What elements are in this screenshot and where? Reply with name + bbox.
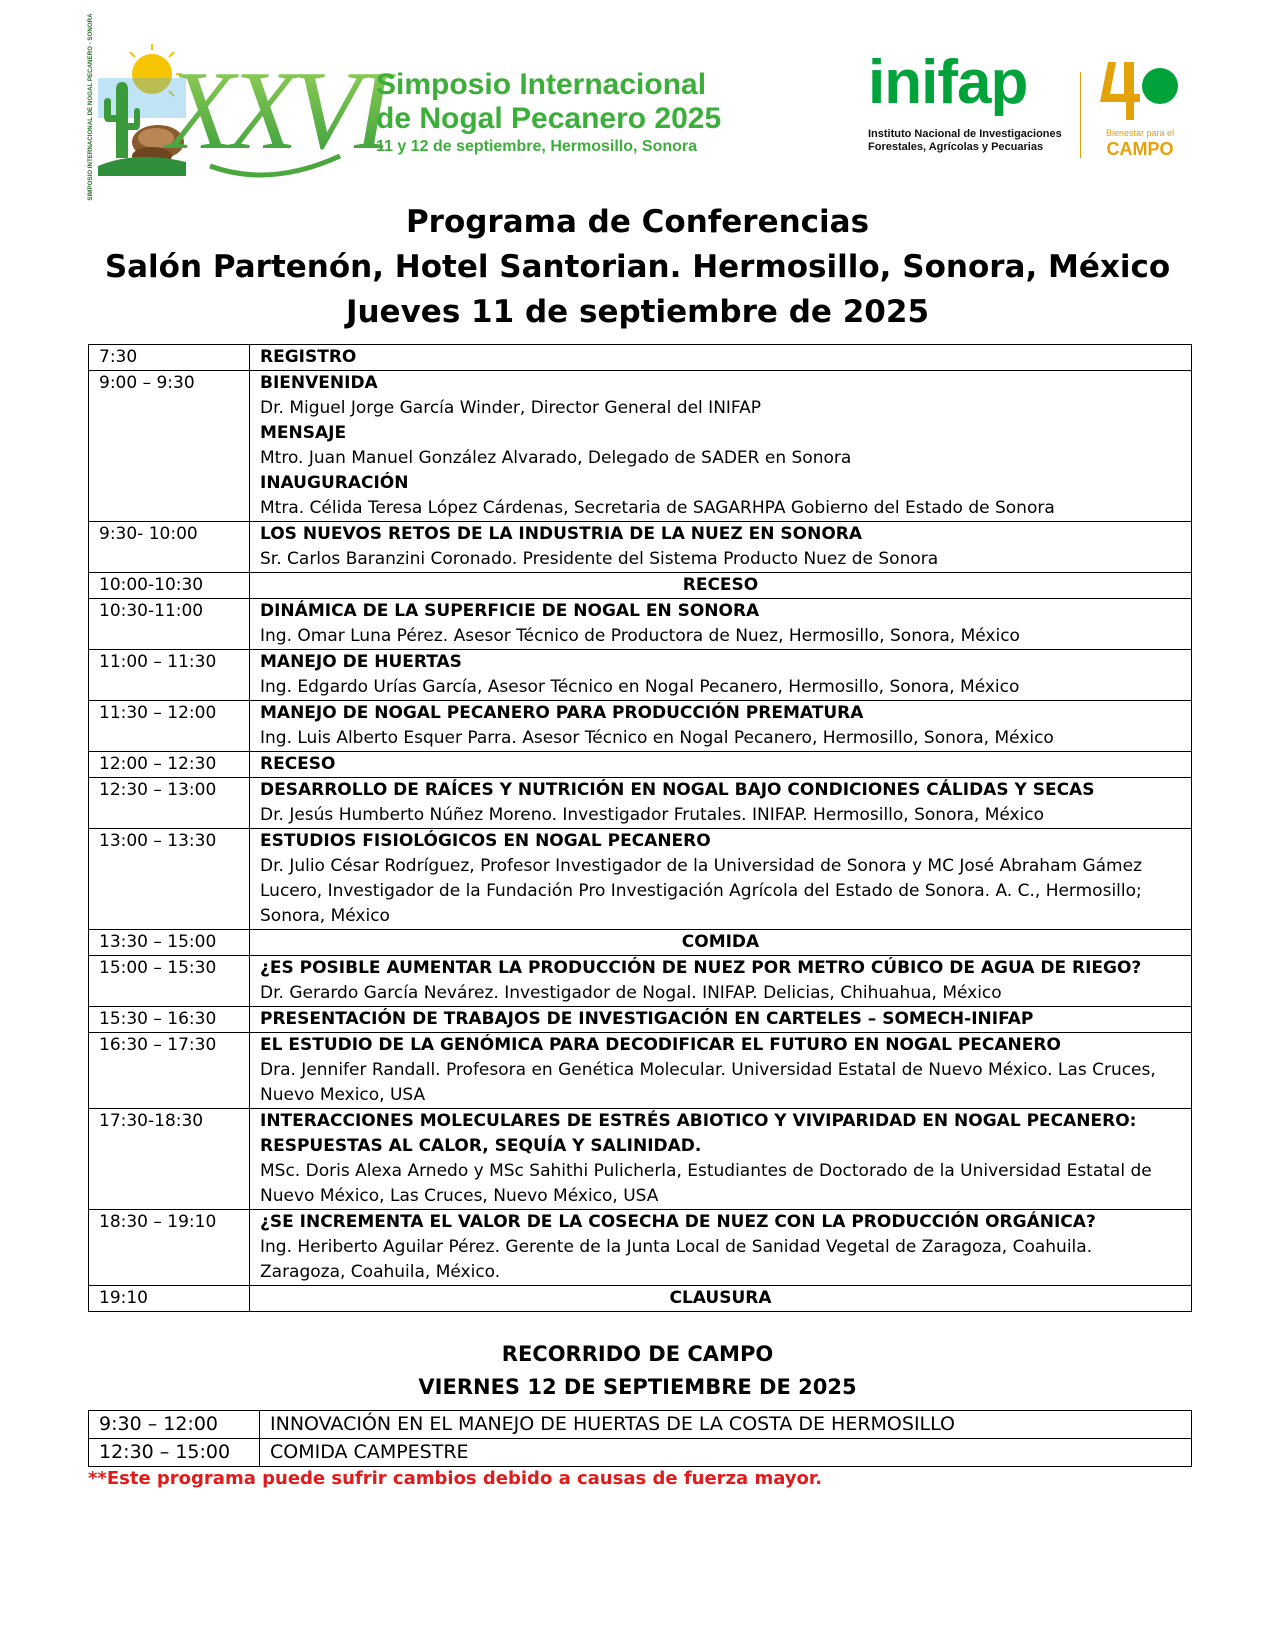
field-trip-activity: COMIDA CAMPESTRE bbox=[260, 1439, 1192, 1467]
session-title: DESARROLLO DE RAÍCES Y NUTRICIÓN EN NOGAL BAJO CONDICIONES CÁLIDAS Y SECAS bbox=[260, 780, 1095, 800]
program-table bbox=[88, 344, 1192, 1312]
program-time: 9:00 – 9:30 bbox=[89, 371, 250, 522]
speaker-info: Dr. Gerardo García Nevárez. Investigador de Nogal. INIFAP. Delicias, Chihuahua, México bbox=[260, 983, 1002, 1003]
program-content bbox=[250, 1007, 1192, 1033]
program-time: 12:30 – 13:00 bbox=[89, 778, 250, 829]
field-trip-activity: INNOVACIÓN EN EL MANEJO DE HUERTAS DE LA COSTA DE HERMOSILLO bbox=[260, 1411, 1192, 1439]
session-title: MANEJO DE HUERTAS bbox=[260, 652, 462, 672]
inifap-subtitle bbox=[868, 128, 1062, 154]
program-content bbox=[250, 573, 1192, 599]
inifap-logo bbox=[868, 48, 1098, 162]
event-title-line2: de Nogal Pecanero 2025 bbox=[376, 102, 722, 135]
inifap-subtitle-line1: Instituto Nacional de Investigaciones bbox=[868, 128, 1062, 140]
speaker-info: Dr. Miguel Jorge García Winder, Director General del INIFAP bbox=[260, 398, 762, 418]
session-title: COMIDA bbox=[681, 932, 760, 952]
speaker-info: MSc. Doris Alexa Arnedo y MSc Sahithi Pulicherla, Estudiantes de Doctorado de la Universidad Estatal de Nuevo México, Las Cruces, Nuevo México, USA bbox=[260, 1161, 1152, 1206]
event-title-block bbox=[376, 68, 721, 158]
roman-numeral: XXVI bbox=[166, 49, 386, 173]
program-content bbox=[250, 1210, 1192, 1286]
speaker-info: Ing. Omar Luna Pérez. Asesor Técnico de Productora de Nuez, Hermosillo, Sonora, México bbox=[260, 626, 1020, 646]
program-time: 16:30 – 17:30 bbox=[89, 1033, 250, 1109]
program-content bbox=[250, 1033, 1192, 1109]
program-row bbox=[89, 345, 1192, 371]
anniversary-subtitle: Bienestar para el bbox=[1105, 128, 1175, 138]
program-content bbox=[250, 1286, 1192, 1312]
program-content bbox=[250, 930, 1192, 956]
program-row bbox=[89, 829, 1192, 930]
page-header bbox=[0, 0, 1275, 200]
program-row bbox=[89, 599, 1192, 650]
program-row bbox=[89, 1033, 1192, 1109]
program-time: 10:30-11:00 bbox=[89, 599, 250, 650]
event-title-line1: Simposio Internacional bbox=[376, 68, 707, 101]
program-row bbox=[89, 1210, 1192, 1286]
session-title: MANEJO DE NOGAL PECANERO PARA PRODUCCIÓN PREMATURA bbox=[260, 703, 864, 723]
program-row bbox=[89, 930, 1192, 956]
forty-emblem-icon bbox=[1090, 56, 1190, 126]
event-date: 11 y 12 de septiembre, Hermosillo, Sonora bbox=[376, 138, 698, 155]
program-time: 19:10 bbox=[89, 1286, 250, 1312]
program-time: 10:00-10:30 bbox=[89, 573, 250, 599]
program-row bbox=[89, 701, 1192, 752]
venue-title: Salón Partenón, Hotel Santorian. Hermosillo, Sonora, México bbox=[104, 249, 1171, 285]
roman-numeral-logo bbox=[166, 38, 386, 186]
program-time: 17:30-18:30 bbox=[89, 1109, 250, 1210]
speaker-info: Mtro. Juan Manuel González Alvarado, Delegado de SADER en Sonora bbox=[260, 448, 852, 468]
program-time: 13:00 – 13:30 bbox=[89, 829, 250, 930]
session-title: EL ESTUDIO DE LA GENÓMICA PARA DECODIFICAR EL FUTURO EN NOGAL PECANERO bbox=[260, 1035, 1061, 1055]
session-title: CLAUSURA bbox=[669, 1288, 772, 1308]
session-title: LOS NUEVOS RETOS DE LA INDUSTRIA DE LA NUEZ EN SONORA bbox=[260, 524, 863, 544]
field-trip-time: 9:30 – 12:00 bbox=[89, 1411, 260, 1439]
program-time: 11:00 – 11:30 bbox=[89, 650, 250, 701]
program-content bbox=[250, 599, 1192, 650]
program-content bbox=[250, 778, 1192, 829]
field-trip-table-body bbox=[89, 1411, 1192, 1467]
program-titles bbox=[0, 200, 1275, 335]
program-time: 18:30 – 19:10 bbox=[89, 1210, 250, 1286]
program-row bbox=[89, 573, 1192, 599]
session-title: MENSAJE bbox=[260, 423, 347, 443]
speaker-info: Dr. Jesús Humberto Núñez Moreno. Investigador Frutales. INIFAP. Hermosillo, Sonora, México bbox=[260, 805, 1045, 825]
program-content bbox=[250, 371, 1192, 522]
program-content bbox=[250, 345, 1192, 371]
program-row bbox=[89, 650, 1192, 701]
speaker-info: Ing. Luis Alberto Esquer Parra. Asesor Técnico en Nogal Pecanero, Hermosillo, Sonora, México bbox=[260, 728, 1054, 748]
program-table-body bbox=[89, 345, 1192, 1312]
program-time: 15:00 – 15:30 bbox=[89, 956, 250, 1007]
anniversary-logo bbox=[1090, 56, 1190, 164]
program-row bbox=[89, 778, 1192, 829]
program-time: 15:30 – 16:30 bbox=[89, 1007, 250, 1033]
session-title: INTERACCIONES MOLECULARES DE ESTRÉS ABIOTICO Y VIVIPARIDAD EN NOGAL PECANERO: RESPUESTAS AL CALOR, SEQUÍA Y SALINIDAD. bbox=[260, 1111, 1137, 1156]
field-trip-title: RECORRIDO DE CAMPO bbox=[501, 1342, 774, 1366]
session-title: BIENVENIDA bbox=[260, 373, 378, 393]
program-time: 13:30 – 15:00 bbox=[89, 930, 250, 956]
program-content bbox=[250, 1109, 1192, 1210]
logo-divider bbox=[1080, 72, 1081, 158]
program-row bbox=[89, 956, 1192, 1007]
disclaimer-note: **Este programa puede sufrir cambios debido a causas de fuerza mayor. bbox=[88, 1468, 823, 1489]
session-title: ¿SE INCREMENTA EL VALOR DE LA COSECHA DE NUEZ CON LA PRODUCCIÓN ORGÁNICA? bbox=[260, 1212, 1096, 1232]
program-content bbox=[250, 701, 1192, 752]
speaker-info: Dr. Julio César Rodríguez, Profesor Investigador de la Universidad de Sonora y MC José Abraham Gámez Lucero, Investigador de la Fundación Pro Investigación Agrícola del Estado de Sonora. A. C., Hermosillo; Sonora, México bbox=[260, 856, 1142, 926]
inifap-wordmark: inifap bbox=[868, 48, 1028, 117]
program-row bbox=[89, 1007, 1192, 1033]
program-title: Programa de Conferencias bbox=[405, 204, 870, 240]
field-trip-table bbox=[88, 1410, 1192, 1467]
program-row bbox=[89, 752, 1192, 778]
session-title: ESTUDIOS FISIOLÓGICOS EN NOGAL PECANERO bbox=[260, 831, 711, 851]
field-trip-row bbox=[89, 1439, 1192, 1467]
anniversary-campo: CAMPO bbox=[1106, 139, 1174, 159]
day-title: Jueves 11 de septiembre de 2025 bbox=[345, 294, 930, 330]
speaker-info: Ing. Edgardo Urías García, Asesor Técnico en Nogal Pecanero, Hermosillo, Sonora, México bbox=[260, 677, 1020, 697]
program-time: 9:30- 10:00 bbox=[89, 522, 250, 573]
program-time: 7:30 bbox=[89, 345, 250, 371]
speaker-info: Mtra. Célida Teresa López Cárdenas, Secretaria de SAGARHPA Gobierno del Estado de Sonora bbox=[260, 498, 1055, 518]
program-content bbox=[250, 522, 1192, 573]
field-trip-row bbox=[89, 1411, 1192, 1439]
program-row bbox=[89, 1109, 1192, 1210]
session-title: REGISTRO bbox=[260, 347, 357, 367]
program-content bbox=[250, 829, 1192, 930]
session-title: RECESO bbox=[682, 575, 759, 595]
program-row bbox=[89, 1286, 1192, 1312]
session-title: INAUGURACIÓN bbox=[260, 473, 409, 493]
program-row bbox=[89, 371, 1192, 522]
speaker-info: Dra. Jennifer Randall. Profesora en Genética Molecular. Universidad Estatal de Nuevo México. Las Cruces, Nuevo Mexico, USA bbox=[260, 1060, 1156, 1105]
inifap-subtitle-line2: Forestales, Agrícolas y Pecuarias bbox=[868, 141, 1044, 153]
session-title: PRESENTACIÓN DE TRABAJOS DE INVESTIGACIÓN EN CARTELES – SOMECH-INIFAP bbox=[260, 1009, 1034, 1029]
program-row bbox=[89, 522, 1192, 573]
program-time: 12:00 – 12:30 bbox=[89, 752, 250, 778]
program-content bbox=[250, 752, 1192, 778]
session-title: DINÁMICA DE LA SUPERFICIE DE NOGAL EN SONORA bbox=[260, 601, 760, 621]
session-title: RECESO bbox=[260, 754, 336, 774]
speaker-info: Ing. Heriberto Aguilar Pérez. Gerente de la Junta Local de Sanidad Vegetal de Zaragoza, Coahuila. Zaragoza, Coahuila, México. bbox=[260, 1237, 1093, 1282]
program-content bbox=[250, 650, 1192, 701]
field-trip-date: VIERNES 12 DE SEPTIEMBRE DE 2025 bbox=[418, 1375, 857, 1399]
program-time: 11:30 – 12:00 bbox=[89, 701, 250, 752]
program-content bbox=[250, 956, 1192, 1007]
session-title: ¿ES POSIBLE AUMENTAR LA PRODUCCIÓN DE NUEZ POR METRO CÚBICO DE AGUA DE RIEGO? bbox=[260, 958, 1142, 978]
speaker-info: Sr. Carlos Baranzini Coronado. Presidente del Sistema Producto Nuez de Sonora bbox=[260, 549, 939, 569]
field-trip-time: 12:30 – 15:00 bbox=[89, 1439, 260, 1467]
field-trip-titles bbox=[0, 1338, 1275, 1404]
emblem-ring-text: SIMPOSIO INTERNACIONAL DE NOGAL PECANERO - SONORA bbox=[87, 13, 94, 201]
